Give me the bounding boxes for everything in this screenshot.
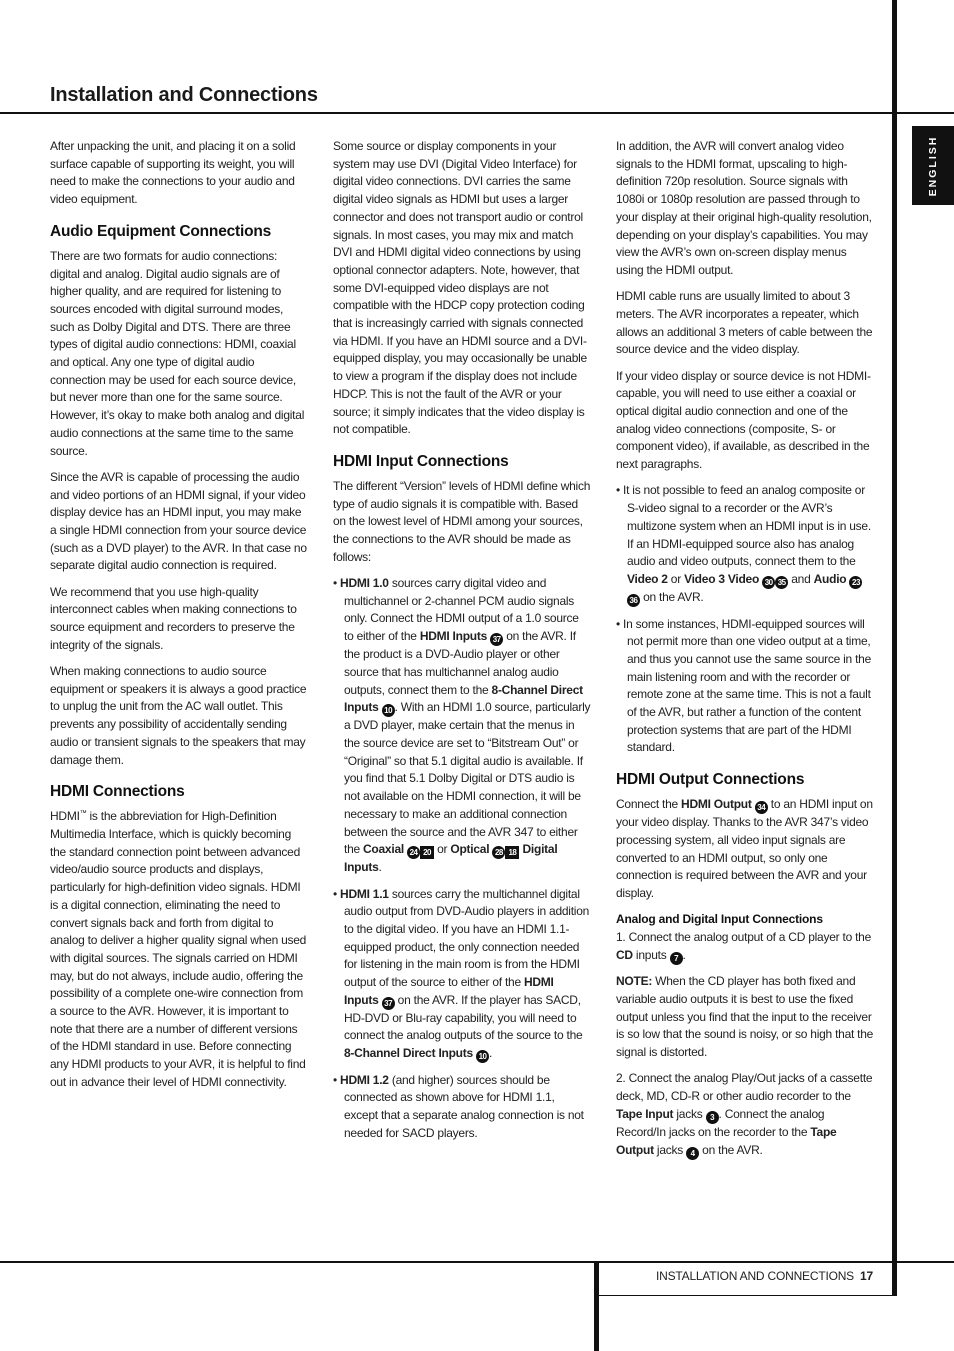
text: sources carry digital video and multichannel or 2-channel PCM audio signals only. Connect the HDMI output of a 1.0 source to either of the bbox=[344, 576, 579, 644]
bullet-single-output bbox=[616, 616, 874, 758]
text: sources carry the multichannel digital audio output from DVD-Audio players in addition to the digital video. If you have an HDMI 1.1-equipped product, the only connection needed for listening in the main room is from the HDMI output of the source to either of the bbox=[344, 886, 590, 990]
bullet-hdmi-1-0 bbox=[333, 575, 591, 877]
text: HDMI bbox=[50, 809, 80, 824]
bold-text: HDMI Inputs bbox=[344, 975, 554, 1007]
callout-number: 4 bbox=[686, 1147, 699, 1160]
callout-number: 23 bbox=[849, 576, 862, 589]
page-title: Installation and Connections bbox=[50, 84, 318, 106]
bold-text: HDMI 1.0 bbox=[340, 576, 389, 591]
paragraph: Some source or display components in your system may use DVI (Digital Video Interface) for digital video connections. DVI carries the same digital video signals as HDMI but uses a larger connector and does not transport audio or control signals. In most cases, you may mix and match DVI and HDMI digital video connections by using optional connector adapters. Note, however, that some DVI-equipped video displays are not compatible with the HDCP copy protection coding that is increasingly carried with signals connected via HDMI. If you have an HDMI source and a DVI-equipped display, you may occasionally be unable to view a program if the display does not include HDCP. This is not the fault of the AVR or your source; it simply indicates that the video display is not compatible. bbox=[333, 139, 587, 437]
note-label: NOTE: bbox=[616, 974, 653, 989]
text: (and higher) sources should be connected as shown above for HDMI 1.1, except that a separate analog connection is not needed for SACD players. bbox=[344, 1072, 584, 1140]
text: on the AVR. If the player has SACD, HD-DVD or Blu-ray capability, you will need to connect the analog outputs of the source to the bbox=[344, 992, 583, 1043]
callout-number: 10 bbox=[476, 1050, 489, 1063]
page-footer bbox=[656, 1269, 873, 1283]
text: to an HDMI input on your video display. Thanks to the AVR 347’s video processing system, all video input signals are converted to an HDMI output, so only one connection is required between the AVR and your display. bbox=[616, 797, 873, 900]
paragraph: There are two formats for audio connections: digital and analog. Digital audio signals are of higher quality, and are required for listening to sources encoded with digital surround modes, such as Dolby Digital and DTS. There are three types of digital audio connections: HDMI, coaxial and optical. Any one type of digital audio connection may be used for each source device, but never more than one for the same source. However, it’s okay to make both analog and digital audio connections at the same time to the same source. bbox=[50, 248, 305, 458]
bullet-mark: • bbox=[616, 616, 624, 631]
heading-hdmi-connections: HDMI Connections bbox=[50, 783, 185, 801]
text: 2. Connect the analog Play/Out jacks of a cassette deck, MD, CD-R or other audio recorder to the bbox=[616, 1071, 873, 1104]
heading-audio-equipment: Audio Equipment Connections bbox=[50, 222, 272, 240]
bold-text: CD bbox=[616, 947, 633, 962]
column-1 bbox=[50, 138, 308, 1100]
text: . bbox=[378, 860, 382, 875]
paragraph: HDMI cable runs are usually limited to about 3 meters. The AVR incorporates a repeater, which allows an additional 3 meters of cable between the source device and the video display. bbox=[616, 289, 873, 357]
text: on the AVR. bbox=[640, 589, 704, 604]
callout-number: 37 bbox=[490, 633, 503, 646]
note-paragraph bbox=[616, 973, 874, 1062]
bold-text: Video 3 Video bbox=[684, 571, 760, 586]
bullet-analog-video bbox=[616, 482, 874, 607]
paragraph bbox=[616, 1070, 874, 1159]
paragraph: The different “Version” levels of HDMI define which type of audio signals it is compatible with. Based on the lowest level of HDMI among your sources, the connections to the AVR should be made as follows: bbox=[333, 478, 591, 564]
bold-text: HDMI Inputs bbox=[419, 629, 488, 644]
bold-text: Optical bbox=[450, 842, 490, 857]
trademark-symbol: ™ bbox=[79, 810, 87, 818]
bold-text: HDMI 1.2 bbox=[340, 1072, 389, 1087]
hdmi-definition-paragraph bbox=[50, 808, 308, 1091]
text: and bbox=[788, 571, 814, 586]
paragraph bbox=[616, 796, 874, 903]
bullet-hdmi-1-1 bbox=[333, 886, 591, 1064]
heading-hdmi-output: HDMI Output Connections bbox=[616, 771, 805, 789]
text: When the CD player has both fixed and variable audio outputs it is best to use the fixed output unless you find that the input to the receiver is so low that the sound is noisy, or so high that the signal is distorted. bbox=[616, 974, 874, 1060]
callout-number: 30 bbox=[762, 576, 775, 589]
bullet-mark: • bbox=[333, 576, 341, 591]
bold-text: Tape Output bbox=[616, 1124, 837, 1157]
column-2 bbox=[333, 138, 591, 1151]
bold-text: Coaxial bbox=[363, 842, 404, 857]
callout-number: 36 bbox=[627, 594, 640, 607]
text: . bbox=[489, 1046, 493, 1061]
callout-number: 37 bbox=[382, 997, 395, 1010]
page-number: 17 bbox=[859, 1269, 873, 1283]
text: . With an HDMI 1.0 source, particularly a DVD player, make certain that the menus in the source device are set to “Bitstream Out” or “Original” so that 5.1 digital audio is available. If you find that 5.1 Dolby Digital or DTS audio is not available on the HDMI connection, it will be necessary to make an additional connection between the source and the AVR 347 to either the bbox=[344, 700, 591, 857]
bullet-mark: • bbox=[333, 1072, 341, 1087]
bold-text: 8-Channel Direct Inputs bbox=[344, 1046, 473, 1061]
text: In some instances, HDMI-equipped sources will not permit more than one video output at a time, and thus you cannot use the same source in the main listening room and with the recorder or remote zone at the same time. This is not a fault of the AVR, but rather a function of the content protection systems that are part of the HDMI standard. bbox=[623, 616, 871, 755]
subheading-analog-digital-input: Analog and Digital Input Connections bbox=[616, 912, 823, 927]
bullet-mark: • bbox=[616, 483, 624, 498]
bold-text: Digital Inputs bbox=[344, 842, 558, 875]
text: jacks bbox=[653, 1142, 687, 1157]
footer-divider-bar bbox=[594, 1262, 599, 1351]
paragraph bbox=[616, 929, 874, 965]
callout-number: 7 bbox=[670, 952, 683, 965]
text: or bbox=[667, 571, 685, 586]
paragraph: Since the AVR is capable of processing the audio and video portions of an HDMI signal, if your video display device has an HDMI input, you may make a single HDMI connection from your source device (such as a DVD player) to the AVR. In that case no separate digital audio connection is required. bbox=[50, 469, 307, 573]
language-tab-label: ENGLISH bbox=[927, 135, 939, 196]
paragraph: When making connections to audio source equipment or speakers it is always a good practice to unplug the unit from the AC wall outlet. This prevents any possibility of accidentally sending audio or transient signals to the speakers that may damage them. bbox=[50, 664, 307, 767]
callout-number: 24 bbox=[407, 846, 420, 859]
callout-number: 35 bbox=[775, 576, 788, 589]
text: on the AVR. If the product is a DVD-Audio player or other source that has multichannel analog audio outputs, connect them to the bbox=[344, 629, 576, 697]
footer-rule bbox=[0, 1261, 954, 1263]
paragraph: If your video display or source device is not HDMI-capable, you will need to use either a coaxial or optical digital audio connection and one of the analog video connections (composite, S- or component video), if available, as described in the next paragraphs. bbox=[616, 368, 871, 472]
bullet-mark: • bbox=[333, 886, 341, 901]
callout-number-square: 20 bbox=[420, 846, 434, 859]
bold-text: HDMI 1.1 bbox=[340, 886, 389, 901]
callout-number: 28 bbox=[492, 846, 505, 859]
text: . bbox=[682, 947, 686, 962]
bold-text: 8-Channel Direct Inputs bbox=[344, 682, 583, 715]
column-3 bbox=[616, 138, 874, 1168]
text: It is not possible to feed an analog composite or S-video signal to a recorder or the AVR’s multizone system when an HDMI input is in use. If an HDMI-equipped source also has analog audio and video outputs, connect them to the bbox=[623, 483, 871, 569]
callout-number: 10 bbox=[382, 704, 395, 717]
text: or bbox=[434, 842, 451, 857]
paragraph: We recommend that you use high-quality interconnect cables when making connections to source equipment and recorders to preserve the integrity of the signals. bbox=[50, 584, 297, 652]
bold-text: Tape Input bbox=[616, 1106, 674, 1121]
right-margin-bar bbox=[892, 0, 897, 1295]
bullet-hdmi-1-2 bbox=[333, 1072, 591, 1143]
text: . Connect the analog Record/In jacks on the recorder to the bbox=[616, 1106, 825, 1139]
language-tab bbox=[912, 126, 954, 205]
intro-paragraph: After unpacking the unit, and placing it on a solid surface capable of supporting its weight, you will need to make the connections to your audio and video equipment. bbox=[50, 139, 296, 207]
text: inputs bbox=[632, 947, 670, 962]
text: 1. Connect the analog output of a CD player to the bbox=[616, 929, 872, 944]
footer-underline bbox=[599, 1295, 897, 1296]
bold-text: Video 2 bbox=[627, 571, 668, 586]
footer-section-title: INSTALLATION AND CONNECTIONS bbox=[656, 1269, 854, 1283]
text: on the AVR. bbox=[699, 1142, 763, 1157]
heading-hdmi-input: HDMI Input Connections bbox=[333, 452, 509, 470]
header-rule bbox=[0, 112, 954, 114]
text: is the abbreviation for High-Definition Multimedia Interface, which is quickly becoming the standard connection point between advanced video/audio source products and displays, particularly for high-definition video signals. HDMI is a digital connection, eliminating the need to convert signals back and forth from digital to analog to deliver a higher quality signal when used with digital sources. The signals carried on HDMI may, but do not always, include audio, offering the possibility of a complete one-wire connection from a source to the AVR. However, it is important to note that there are a number of different versions of the HDMI standard in use. Before connecting any HDMI products to your AVR, it is helpful to find out in advance their level of HDMI connectivity. bbox=[50, 809, 307, 1089]
paragraph: In addition, the AVR will convert analog video signals to the HDMI format, upscaling to high-definition 720p resolution. Source signals with 1080i or 1080p resolution are passed through to your display at their original high-quality resolution, depending on your display’s capabilities. You may view the AVR’s own on-screen display menus using the HDMI output. bbox=[616, 139, 872, 277]
text: jacks bbox=[673, 1106, 706, 1121]
bold-text: Audio bbox=[813, 571, 847, 586]
callout-number: 34 bbox=[755, 801, 768, 814]
bold-text: HDMI Output bbox=[681, 797, 752, 812]
callout-number: 3 bbox=[706, 1111, 719, 1124]
text: Connect the bbox=[616, 797, 682, 812]
callout-number-square: 18 bbox=[505, 846, 519, 859]
